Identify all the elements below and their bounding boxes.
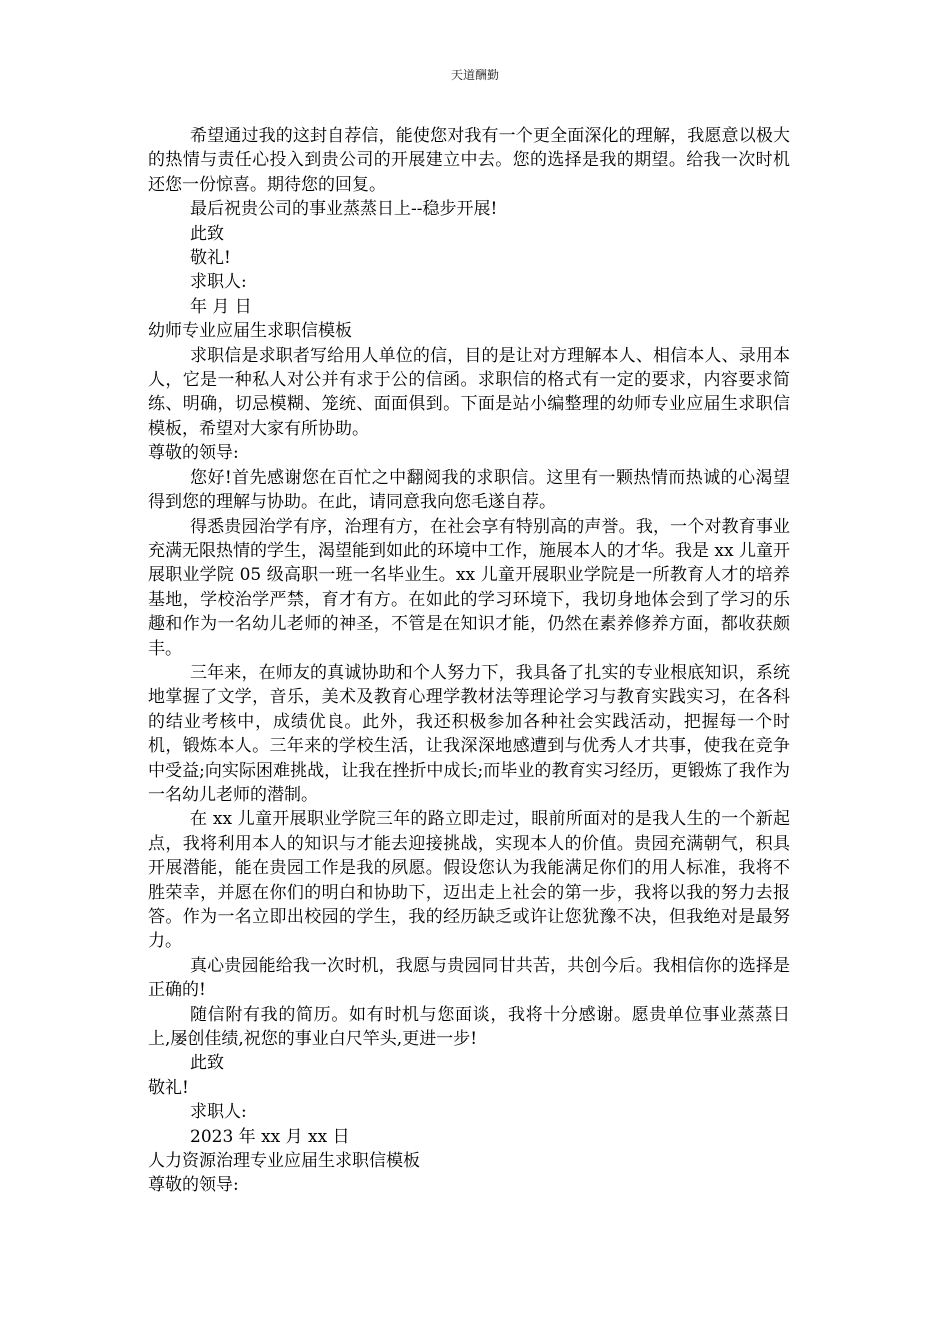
closing-line: 敬礼! — [148, 1077, 189, 1098]
signature-line: 求职人: — [190, 272, 247, 293]
section-title: 幼师专业应届生求职信模板 — [148, 321, 352, 342]
paragraph: 最后祝贵公司的事业蒸蒸日上--稳步开展! — [190, 199, 498, 220]
date-line: 年 月 日 — [190, 296, 252, 317]
paragraph: 您好!首先感谢您在百忙之中翻阅我的求职信。这里有一颗热情而热诚的心渴望得到您的理解与协助。在此，请同意我向您毛遂自荐。 — [148, 467, 790, 513]
date-line: 2023 年 xx 月 xx 日 — [190, 1126, 350, 1147]
document-body — [148, 124, 790, 1198]
salutation: 尊敬的领导: — [148, 443, 239, 464]
closing-line: 此致 — [190, 1053, 224, 1074]
paragraph: 随信附有我的简历。如有时机与您面谈，我将十分感谢。愿贵单位事业蒸蒸日上,屡创佳绩,祝您的事业白尺竿头,更进一步! — [148, 1004, 790, 1050]
paragraph: 希望通过我的这封自荐信，能使您对我有一个更全面深化的理解，我愿意以极大的热情与责任心投入到贵公司的开展建立中去。您的选择是我的期望。给我一次时机还您一份惊喜。期待您的回复。 — [148, 126, 790, 195]
paragraph: 在 xx 儿童开展职业学院三年的路立即走过，眼前所面对的是我人生的一个新起点，我将利用本人的知识与才能去迎接挑战，实现本人的价值。贵园充满朝气，积具开展潜能，能在贵园工作是我的夙愿。假设您认为我能满足你们的用人标准，我将不胜荣幸，并愿在你们的明白和协助下，迈出走上社会的第一步，我将以我的努力去报答。作为一名立即出校园的学生，我的经历缺乏或许让您犹豫不决，但我绝对是最努力。 — [148, 809, 790, 952]
paragraph: 求职信是求职者写给用人单位的信，目的是让对方理解本人、相信本人、录用本人，它是一种私人对公并有求于公的信函。求职信的格式有一定的要求，内容要求简练、明确，切忌模糊、笼统、面面俱到。下面是站小编整理的幼师专业应届生求职信模板，希望对大家有所协助。 — [148, 345, 790, 439]
closing-line: 此致 — [190, 223, 224, 244]
closing-line: 敬礼! — [190, 248, 231, 269]
page-header: 天道酬勤 — [450, 68, 499, 82]
section-title: 人力资源治理专业应届生求职信模板 — [148, 1151, 420, 1172]
paragraph: 得悉贵园治学有序，治理有方，在社会享有特别高的声誉。我，一个对教育事业充满无限热情的学生，渴望能到如此的环境中工作，施展本人的才华。我是 xx 儿童开展职业学院 05 级高职一班一名毕业生。xx 儿童开展职业学院是一所教育人才的培养基地，学校治学严禁，育才有方。在如此的学习环境下，我切身地体会到了学习的乐趣和作为一名幼儿老师的神圣，不管是在知识才能，仍然在素养修养方面，都收获颇丰。 — [148, 516, 790, 659]
paragraph: 三年来，在师友的真诚协助和个人努力下，我具备了扎实的专业根底知识，系统地掌握了文学，音乐，美术及教育心理学教材法等理论学习与教育实践实习，在各科的结业考核中，成绩优良。此外，我还积极参加各种社会实践活动，把握每一个时机，锻炼本人。三年来的学校生活，让我深深地感遭到与优秀人才共事，使我在竞争中受益;向实际困难挑战，让我在挫折中成长;而毕业的教育实习经历，更锻炼了我作为一名幼儿老师的潜制。 — [148, 662, 790, 805]
paragraph: 真心贵园能给我一次时机，我愿与贵园同甘共苦，共创今后。我相信你的选择是正确的! — [148, 955, 790, 1001]
salutation: 尊敬的领导: — [148, 1175, 239, 1196]
signature-line: 求职人: — [190, 1102, 247, 1123]
